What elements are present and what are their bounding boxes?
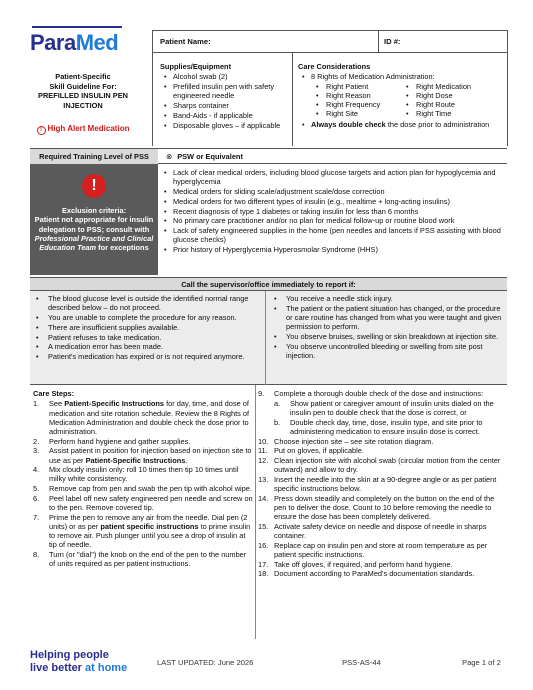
step-item: 7. Prime the pen to remove any air from the needle. Dial pen (2 units) or as per patient specific instructions to prime insulin to remove air. Push plunger until you see a drop of insulin at tip of needle. xyxy=(33,512,251,550)
step-item: 1. See Patient-Specific Instructions for day, time, and dose of medication and site rotation schedule. Review the 8 Rights of Medication Administration and double check the dose prior to administration. xyxy=(33,399,250,436)
footer-tagline: Helping people live better at home xyxy=(30,649,128,674)
exclusion-criteria-list xyxy=(160,168,505,255)
training-level-row xyxy=(30,148,507,164)
step-item: 9. Complete a thorough double check of the dose and instructions: a. Show patient or caregiver amount of insulin units dialed on the insulin pen to double check that the dose is correct, or b. Double check day, time, dose, insulin type, and site prior to administering medication to ensure insulin dose is correct. xyxy=(258,389,508,436)
list-item: • Band-Aids - if applicable xyxy=(160,111,292,120)
list-item: • You observe uncontrolled bleeding or swelling from site post injection. xyxy=(268,342,507,361)
exclusion-criteria-box: ! Exclusion criteria: Patient not appropriate for insulin delegation to PSS; consult with Professional Practice and Clinical Education Team for exceptions xyxy=(30,164,158,275)
list-item: • Right Dose xyxy=(404,91,494,100)
checked-box-icon: ⊗ xyxy=(166,152,173,161)
step-item: 11. Put on gloves, if applicable. xyxy=(258,446,364,456)
list-item: • Alcohol swab (2) xyxy=(160,72,292,81)
report-heading: Call the supervisor/office immediately to report if: xyxy=(30,277,507,291)
care-considerations-section xyxy=(298,62,498,129)
sub-step-item: b. Double check day, time, dose, insulin type, and site prior to administering medication to ensure insulin dose is correct. xyxy=(274,417,483,436)
step-item: 18. Document according to ParaMed's documentation standards. xyxy=(258,569,475,579)
step-item: 3. Assist patient in position for injection based on injection site to use as per Patient-Specific Instructions. xyxy=(33,446,252,465)
double-check-note: • Always double check the dose prior to administration xyxy=(298,120,498,129)
list-item: • Medical orders for two different types of insulin (e.g., mealtime + long-acting insulins) xyxy=(160,197,505,206)
paramed-logo: ParaMed xyxy=(30,30,119,55)
care-steps-left xyxy=(33,389,253,569)
list-item: • Patient refuses to take medication. xyxy=(30,333,262,342)
list-item: • The blood glucose level is outside the identified normal range described below – do not proceed. xyxy=(30,294,262,313)
list-item: • Right Patient xyxy=(314,82,404,91)
report-conditions xyxy=(30,291,507,385)
step-item: 16. Replace cap on insulin pen and store at room temperature as per patient specific instructions. xyxy=(258,540,488,559)
training-level-value: ⊗ PSW or Equivalent xyxy=(166,152,243,161)
sub-step-item: a. Show patient or caregiver amount of insulin units dialed on the insulin pen to double check that the dose is correct, or xyxy=(274,398,494,417)
page-number: Page 1 of 2 xyxy=(462,658,501,667)
column-divider xyxy=(265,291,266,385)
last-updated: LAST UPDATED: June 2026 xyxy=(157,658,254,667)
step-item: 12. Clean injection site with alcohol swab (circular motion from the center outward) and allow to dry. xyxy=(258,455,501,475)
list-item: • A medication error has been made. xyxy=(30,342,262,351)
step-item: 14. Press down steadily and completely on the button on the end of the pen to deliver the dose. Count to 10 before removing the needle to ensure the dose has been completely delivered. xyxy=(258,493,495,522)
list-item: • Recent diagnosis of type 1 diabetes or taking insulin for less than 6 months xyxy=(160,207,505,216)
high-alert-label: ! High Alert Medication xyxy=(22,124,144,135)
list-item: • Right Reason xyxy=(314,91,404,100)
care-steps-right xyxy=(258,389,508,579)
step-item: 15. Activate safety device on needle and dispose of needle in sharps container. xyxy=(258,521,487,540)
list-item: • You are unable to complete the procedure for any reason. xyxy=(30,313,262,322)
step-item: 2. Perform hand hygiene and gather supplies. xyxy=(33,436,191,446)
care-steps-heading: Care Steps: xyxy=(33,389,75,398)
id-label: ID #: xyxy=(384,37,401,46)
list-item: • Right Time xyxy=(404,109,494,118)
list-item: • Right Medication xyxy=(404,82,494,91)
list-item: • Medical orders for sliding scale/adjustment scale/dose correction xyxy=(160,187,505,196)
list-item: • Prior history of Hyperglycemia Hyperosmolar Syndrome (HHS) xyxy=(160,245,505,254)
step-item: 4. Mix cloudy insulin only: roll 10 times then tip 10 times until milky white consistency. xyxy=(33,465,239,484)
list-item: • You observe bruises, swelling or skin breakdown at injection site. xyxy=(268,332,507,341)
care-considerations-heading: Care Considerations xyxy=(298,62,371,71)
list-item: • Right Route xyxy=(404,100,494,109)
supplies-heading: Supplies/Equipment xyxy=(160,62,232,71)
column-divider xyxy=(255,385,256,639)
step-item: 17. Take off gloves, if required, and perform hand hygiene. xyxy=(258,559,453,569)
list-item: • No primary care practitioner and/or no plan for medical follow-up or routine blood work xyxy=(160,216,505,225)
list-item: • Disposable gloves – if applicable xyxy=(160,121,292,130)
step-item: 8. Turn (or "dial") the knob on the end of the pen to the number of units required as per patient instructions. xyxy=(33,549,247,569)
list-item: • Sharps container xyxy=(160,101,292,110)
list-item: • Right Frequency xyxy=(314,100,404,109)
guideline-title: Patient-Specific Skill Guideline For: PREFILLED INSULIN PEN INJECTION xyxy=(38,72,128,110)
rights-list xyxy=(298,82,498,119)
training-level-label: Required Training Level of PSS xyxy=(30,149,158,164)
list-item: • The patient or the patient situation has changed, or the procedure or care routine has changed from what you were taught and given permission to perform. xyxy=(268,304,507,332)
list-item: • You receive a needle stick injury. xyxy=(268,294,507,303)
list-item: • There are insufficient supplies available. xyxy=(30,323,262,332)
rights-intro: • 8 Rights of Medication Administration: xyxy=(298,72,498,81)
list-item: • Lack of clear medical orders, including blood glucose targets and action plan for hypoglycemia and hyperglycemia xyxy=(160,168,505,187)
alert-icon: ! xyxy=(37,126,46,135)
patient-name-label: Patient Name: xyxy=(160,37,211,46)
list-item: • Patient's medication has expired or is not required anymore. xyxy=(30,352,262,361)
list-item: • Lack of safety engineered supplies in the home (pen needles and lancets if PSS assisting with blood glucose checks) xyxy=(160,226,505,245)
supplies-section xyxy=(160,62,292,130)
step-item: 5. Remove cap from pen and swab the pen tip with alcohol wipe. xyxy=(33,484,252,494)
exclamation-icon: ! xyxy=(82,174,106,198)
step-item: 10. Choose injection site – see site rotation diagram. xyxy=(258,436,434,446)
document-code: PSS-AS-44 xyxy=(342,658,381,667)
step-item: 13. Insert the needle into the skin at a 90-degree angle or as per patient specific instructions below. xyxy=(258,474,497,493)
step-item: 6. Peel label off new safety engineered pen needle and screw on to the pen. Remove covered tip. xyxy=(33,493,253,512)
list-item: • Right Site xyxy=(314,109,404,118)
logo-rule xyxy=(32,26,122,28)
list-item: • Prefilled insulin pen with safety engineered needle xyxy=(160,82,292,101)
